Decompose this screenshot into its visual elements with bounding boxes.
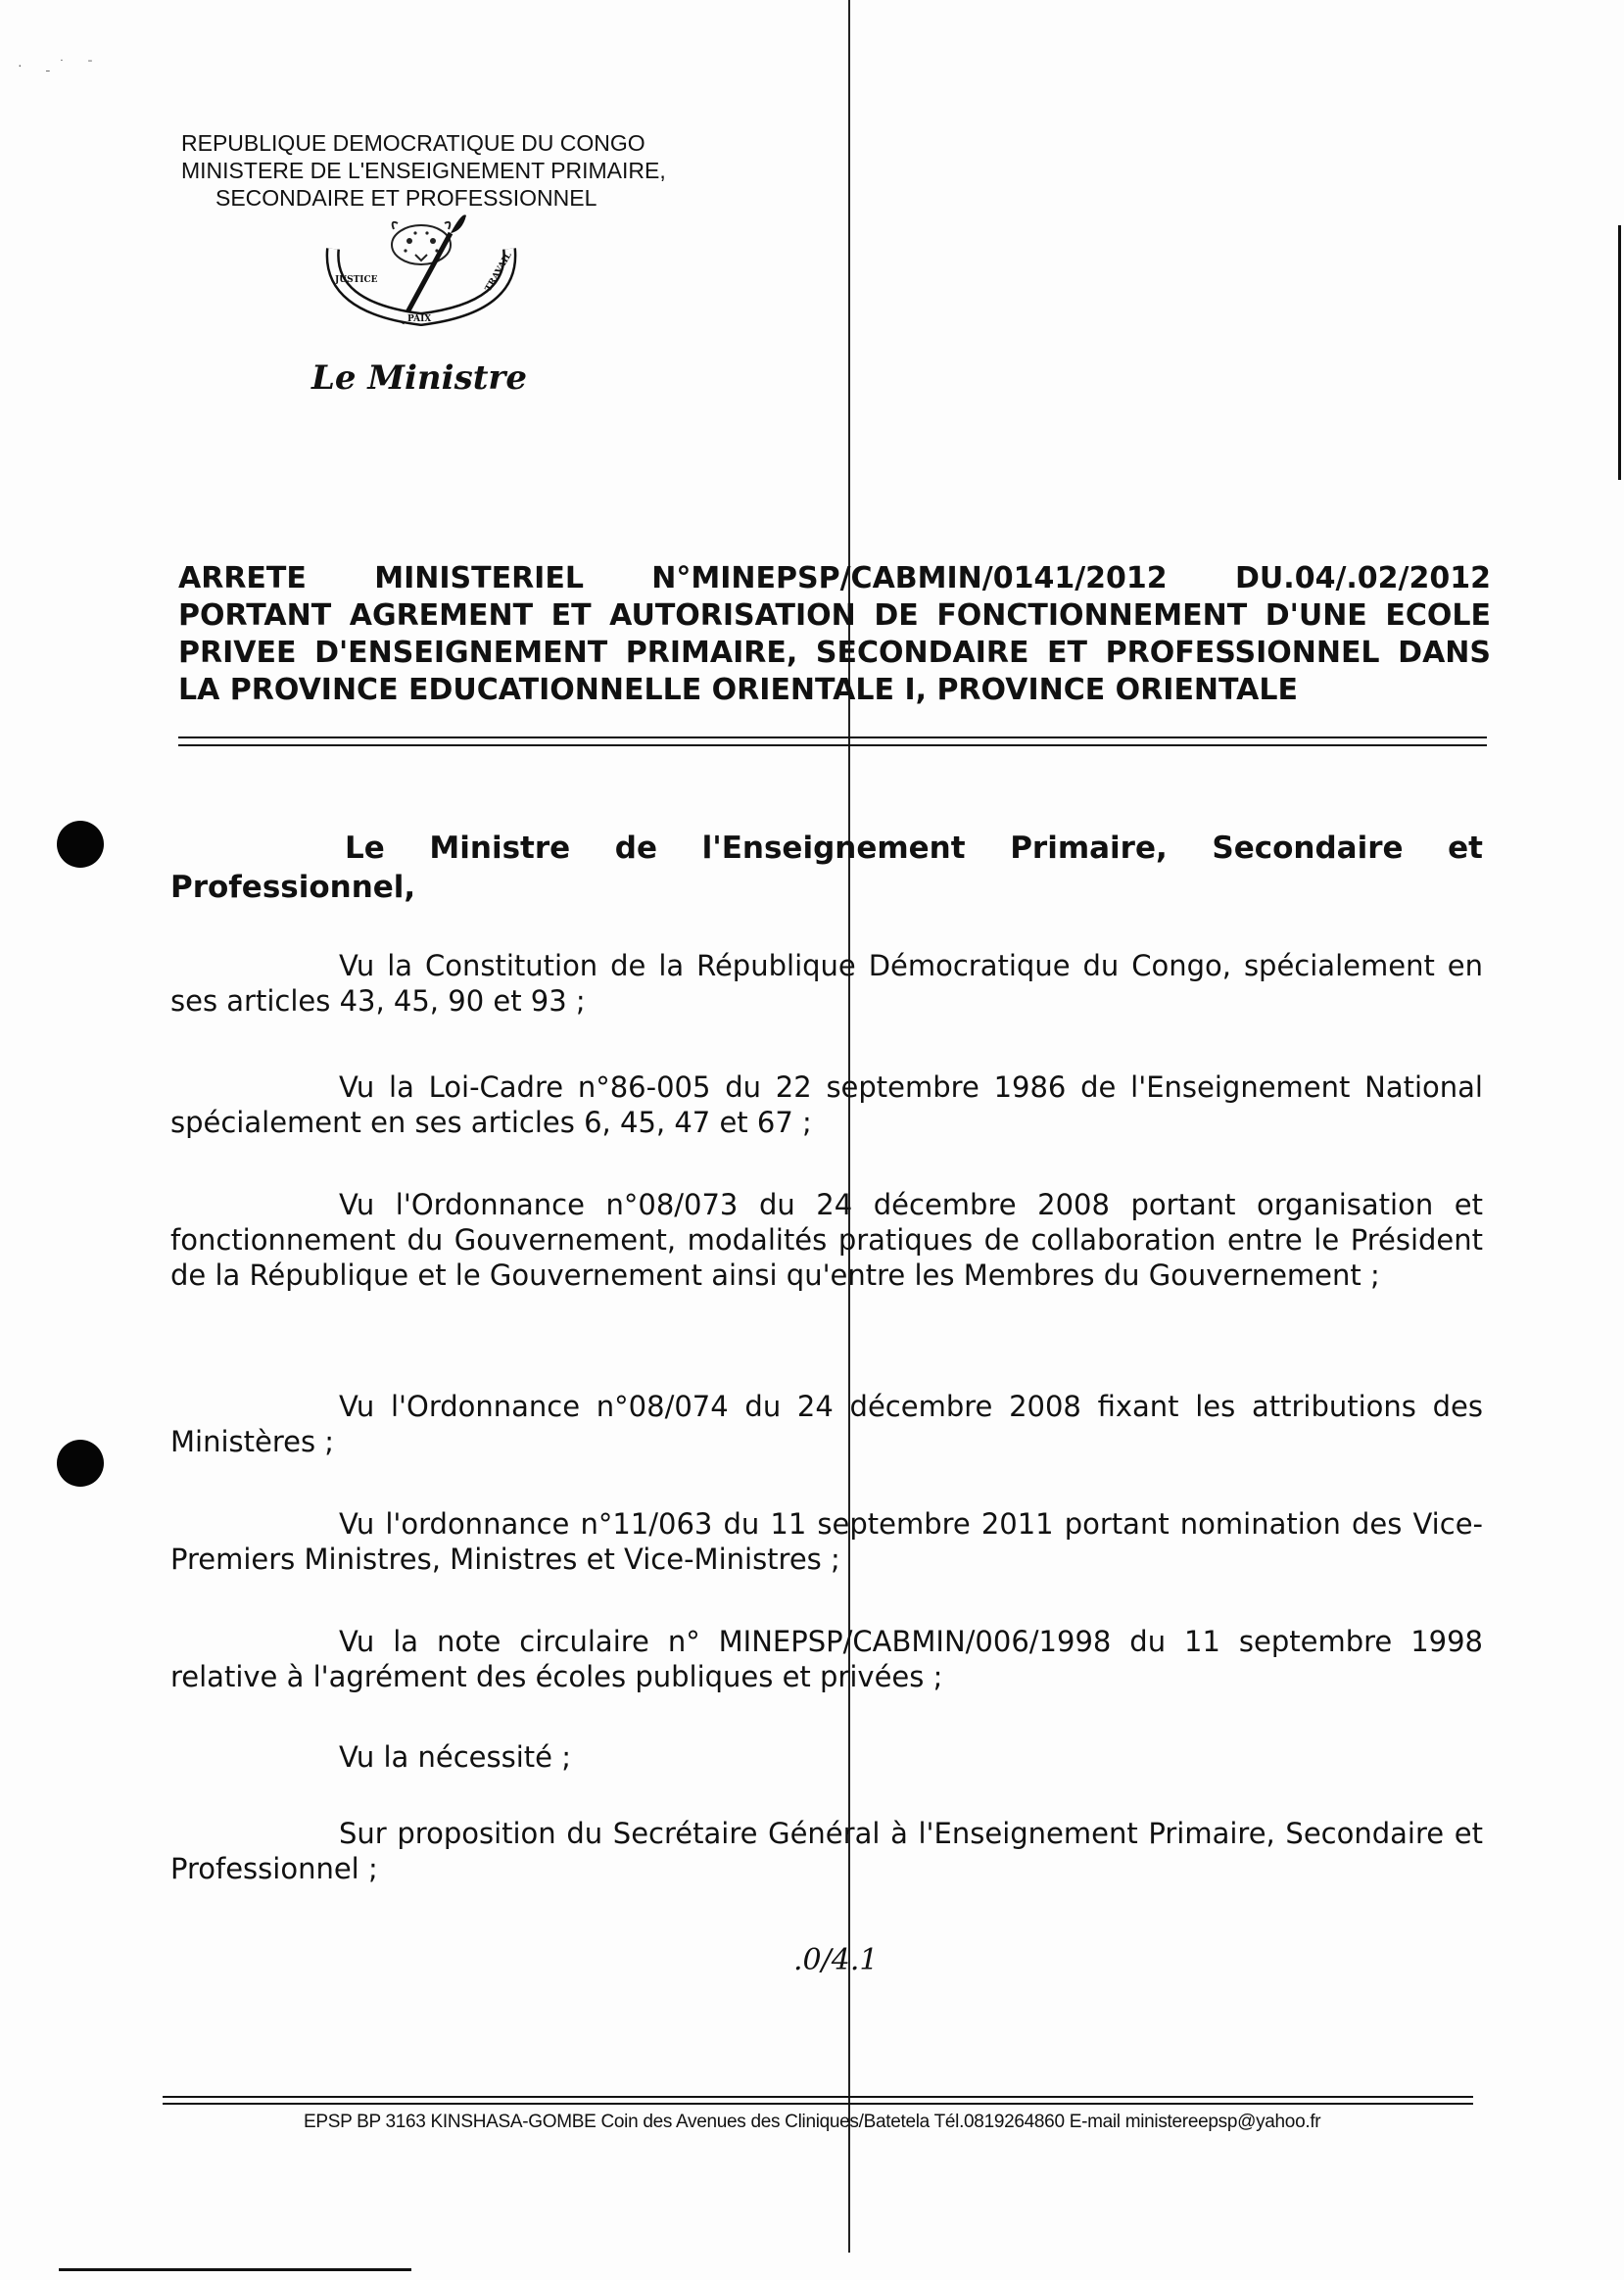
preamble-paragraph bbox=[170, 1069, 1483, 1140]
paragraph-text: Vu l'ordonnance n°11/063 du 11 septembre 2011 portant nomination des Vice-Premiers Ministres, Ministres et Vice-Ministres ; bbox=[170, 1507, 1483, 1576]
minister-intro bbox=[170, 829, 1483, 907]
preamble-paragraph bbox=[170, 948, 1483, 1019]
ministry-name-line2: SECONDAIRE ET PROFESSIONNEL bbox=[215, 185, 597, 211]
footer-address: EPSP BP 3163 KINSHASA-GOMBE Coin des Avenues des Cliniques/Batetela Tél.0819264860 E-mail ministereepsp@yahoo.fr bbox=[304, 2112, 1321, 2132]
footer-rule bbox=[163, 2103, 1473, 2105]
paragraph-text: Vu la nécessité ; bbox=[339, 1740, 571, 1774]
decree-title-line2: PORTANT AGREMENT ET AUTORISATION DE FONCTIONNEMENT D'UNE ECOLE bbox=[178, 598, 1491, 633]
preamble-paragraph bbox=[170, 1816, 1483, 1886]
decree-title-line4: LA PROVINCE EDUCATIONNELLE ORIENTALE I, PROVINCE ORIENTALE bbox=[178, 673, 1299, 707]
decree-title bbox=[178, 560, 1491, 709]
country-name: REPUBLIQUE DEMOCRATIQUE DU CONGO bbox=[181, 130, 645, 156]
motto-justice: JUSTICE bbox=[335, 275, 378, 285]
paragraph-text: Vu la Loi-Cadre n°86-005 du 22 septembre 1986 de l'Enseignement National spécialement en ses articles 6, 45, 47 et 67 ; bbox=[170, 1070, 1483, 1139]
preamble-paragraph bbox=[170, 1739, 1483, 1775]
motto-travail: TRAVAIL bbox=[483, 251, 514, 294]
scan-bottom-mark bbox=[59, 2268, 411, 2271]
preamble-paragraph bbox=[170, 1506, 1483, 1577]
decree-title-line3: PRIVEE D'ENSEIGNEMENT PRIMAIRE, SECONDAIRE ET PROFESSIONNEL DANS bbox=[178, 636, 1491, 670]
footer-rule bbox=[163, 2096, 1473, 2098]
preamble-paragraph bbox=[170, 1389, 1483, 1459]
leopard-head-icon bbox=[392, 222, 451, 264]
paragraph-text: Vu la Constitution de la République Démocratique du Congo, spécialement en ses articles 43, 45, 90 et 93 ; bbox=[170, 949, 1483, 1018]
scan-specks: · ˍ˙ ˉ bbox=[18, 57, 103, 72]
punch-hole-bottom bbox=[57, 1440, 104, 1487]
minister-intro-text: Le Ministre de l'Enseignement Primaire, Secondaire et Professionnel, bbox=[170, 831, 1483, 905]
paragraph-text: Sur proposition du Secrétaire Général à l'Enseignement Primaire, Secondaire et Professionnel ; bbox=[170, 1817, 1483, 1885]
motto-paix: PAIX bbox=[407, 314, 432, 324]
paragraph-text: Vu la note circulaire n° MINEPSP/CABMIN/006/1998 du 11 septembre 1998 relative à l'agrément des écoles publiques et privées ; bbox=[170, 1625, 1483, 1693]
scan-edge-mark bbox=[1618, 225, 1621, 480]
paragraph-text: Vu l'Ordonnance n°08/073 du 24 décembre 2008 portant organisation et fonctionnement du Gouvernement, modalités pratiques de collaboration entre le Président de la République et le Gouvernement ainsi qu'entre les Membres du Gouvernement ; bbox=[170, 1188, 1483, 1292]
title-rule bbox=[178, 736, 1487, 738]
title-rule bbox=[178, 744, 1487, 746]
office-title: Le Ministre bbox=[311, 358, 527, 398]
paragraph-text: Vu l'Ordonnance n°08/074 du 24 décembre 2008 fixant les attributions des Ministères ; bbox=[170, 1390, 1483, 1458]
preamble-paragraph bbox=[170, 1624, 1483, 1694]
preamble-paragraph bbox=[170, 1187, 1483, 1293]
page-continuation-marker: .0/4.1 bbox=[793, 1943, 879, 1977]
decree-title-line1: ARRETE MINISTERIEL N°MINEPSP/CABMIN/0141/2012 DU.04/.02/2012 bbox=[178, 561, 1491, 595]
punch-hole-top bbox=[57, 821, 104, 868]
coat-of-arms-emblem bbox=[313, 214, 539, 331]
ministry-name-line1: MINISTERE DE L'ENSEIGNEMENT PRIMAIRE, bbox=[181, 158, 666, 183]
